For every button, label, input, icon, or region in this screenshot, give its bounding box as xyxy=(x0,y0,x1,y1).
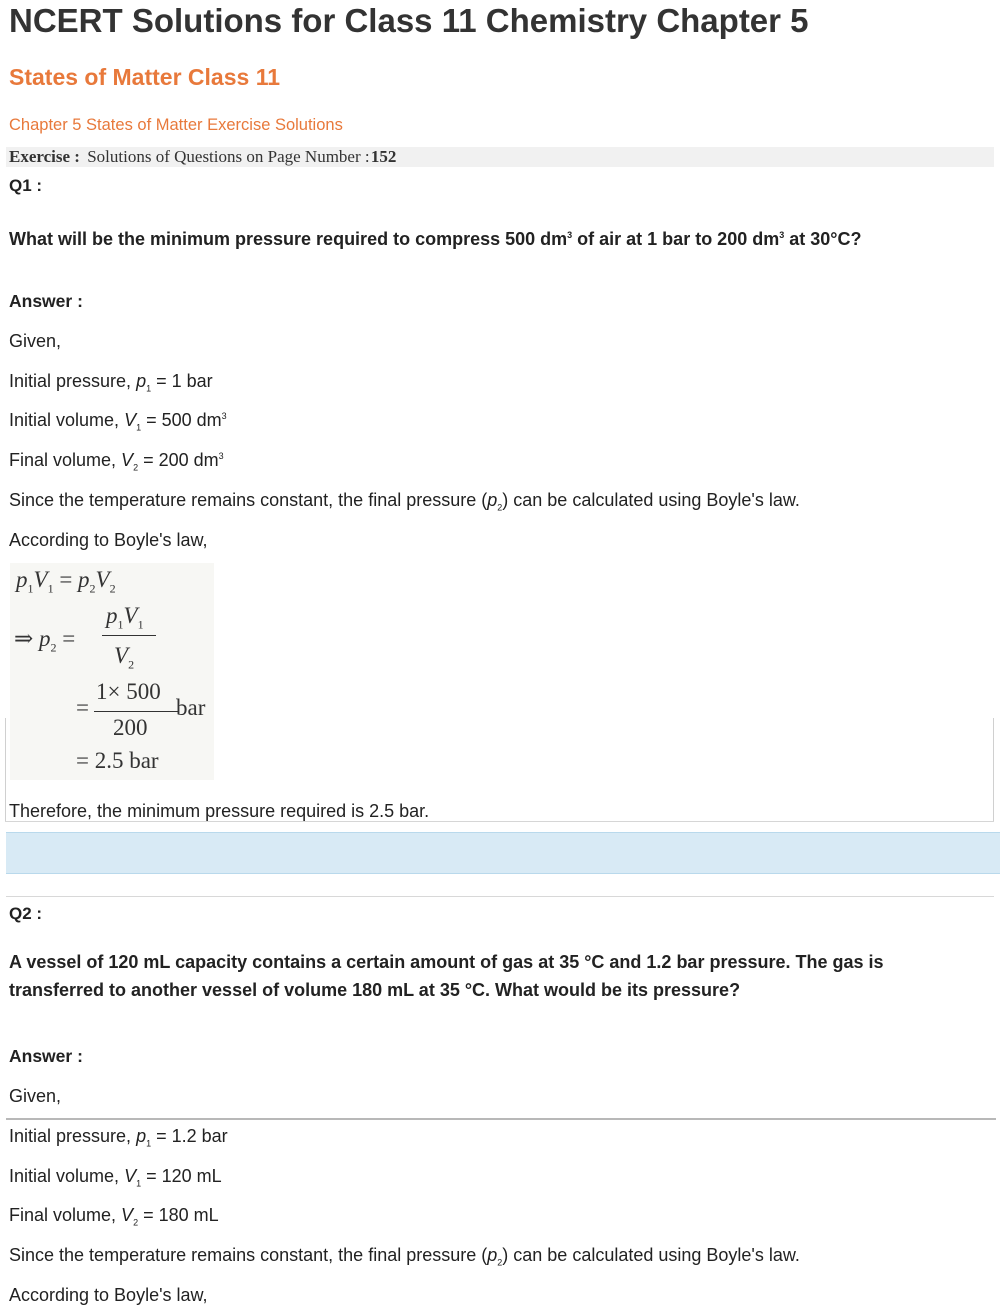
answer-box-border xyxy=(5,821,994,822)
q2-initial-pressure: Initial pressure, $p_1 = 1.2$ bar xyxy=(9,1126,228,1149)
q2-since: Since the temperature remains constant, the final pressure $(p_2)$ can be calculated using Boyle's law. xyxy=(9,1245,800,1268)
q2-label: Q2 : xyxy=(9,904,43,923)
page-subtitle: States of Matter Class 11 xyxy=(9,64,281,90)
q2-answer-label: Answer : xyxy=(9,1046,83,1066)
q2-final-volume: Final volume, $V_2 = 180$ mL xyxy=(9,1205,219,1228)
q1-according: According to Boyle's law, xyxy=(9,530,208,550)
q1-label: Q1 : xyxy=(9,176,43,195)
q1-question: What will be the minimum pressure required to compress 500 $dm^3$ of air at 1 bar to 200 $dm^3$ at 30°C? xyxy=(9,229,862,249)
page-title: NCERT Solutions for Class 11 Chemistry Chapter 5 xyxy=(9,2,809,39)
divider xyxy=(6,896,994,897)
q1-conclusion: Therefore, the minimum pressure required is 2.5 bar. xyxy=(9,801,430,821)
divider xyxy=(6,1118,996,1120)
exercise-page-number: 152 xyxy=(370,147,397,166)
q1-answer-label: Answer : xyxy=(9,291,83,311)
q1-final-volume: Final volume, $V_2 = 200$ $dm^3$ xyxy=(9,450,224,473)
q1-initial-volume: Initial volume, $V_1 = 500$ $dm^3$ xyxy=(9,410,227,433)
fraction-line xyxy=(102,635,156,636)
q2-given: Given, xyxy=(9,1086,62,1106)
answer-box-border xyxy=(5,718,6,821)
q1-given: Given, xyxy=(9,331,62,351)
boyles-law-equation: $p_1V_1 = p_2V_2$ ⇒ $p_2$ = $p_1V_1$ $V_2$ = 1× 500 200 bar = 2.5 bar xyxy=(10,563,214,780)
q2-question: A vessel of 120 mL capacity contains a certain amount of gas at 35 °C and 1.2 bar pressure. The gas is transferred to another vessel of volume 180 mL at 35 °C. What would be its pressure? xyxy=(9,952,884,1000)
q2-initial-volume: Initial volume, $V_1 = 120$ mL xyxy=(9,1166,222,1189)
q1-initial-pressure: Initial pressure, $p_1 = 1$ bar xyxy=(9,371,213,394)
ad-banner-band xyxy=(6,832,1000,874)
q2-according: According to Boyle's law, xyxy=(9,1285,208,1305)
exercise-label: Exercise : xyxy=(9,147,80,166)
fraction-line xyxy=(94,711,178,712)
q1-since: Since the temperature remains constant, the final pressure $(p_2)$ can be calculated using Boyle's law. xyxy=(9,490,800,513)
answer-box-border xyxy=(993,718,994,821)
exercise-text: Solutions of Questions on Page Number : xyxy=(87,147,370,166)
exercise-bar xyxy=(6,147,994,167)
chapter-link[interactable]: Chapter 5 States of Matter Exercise Solutions xyxy=(9,116,343,134)
